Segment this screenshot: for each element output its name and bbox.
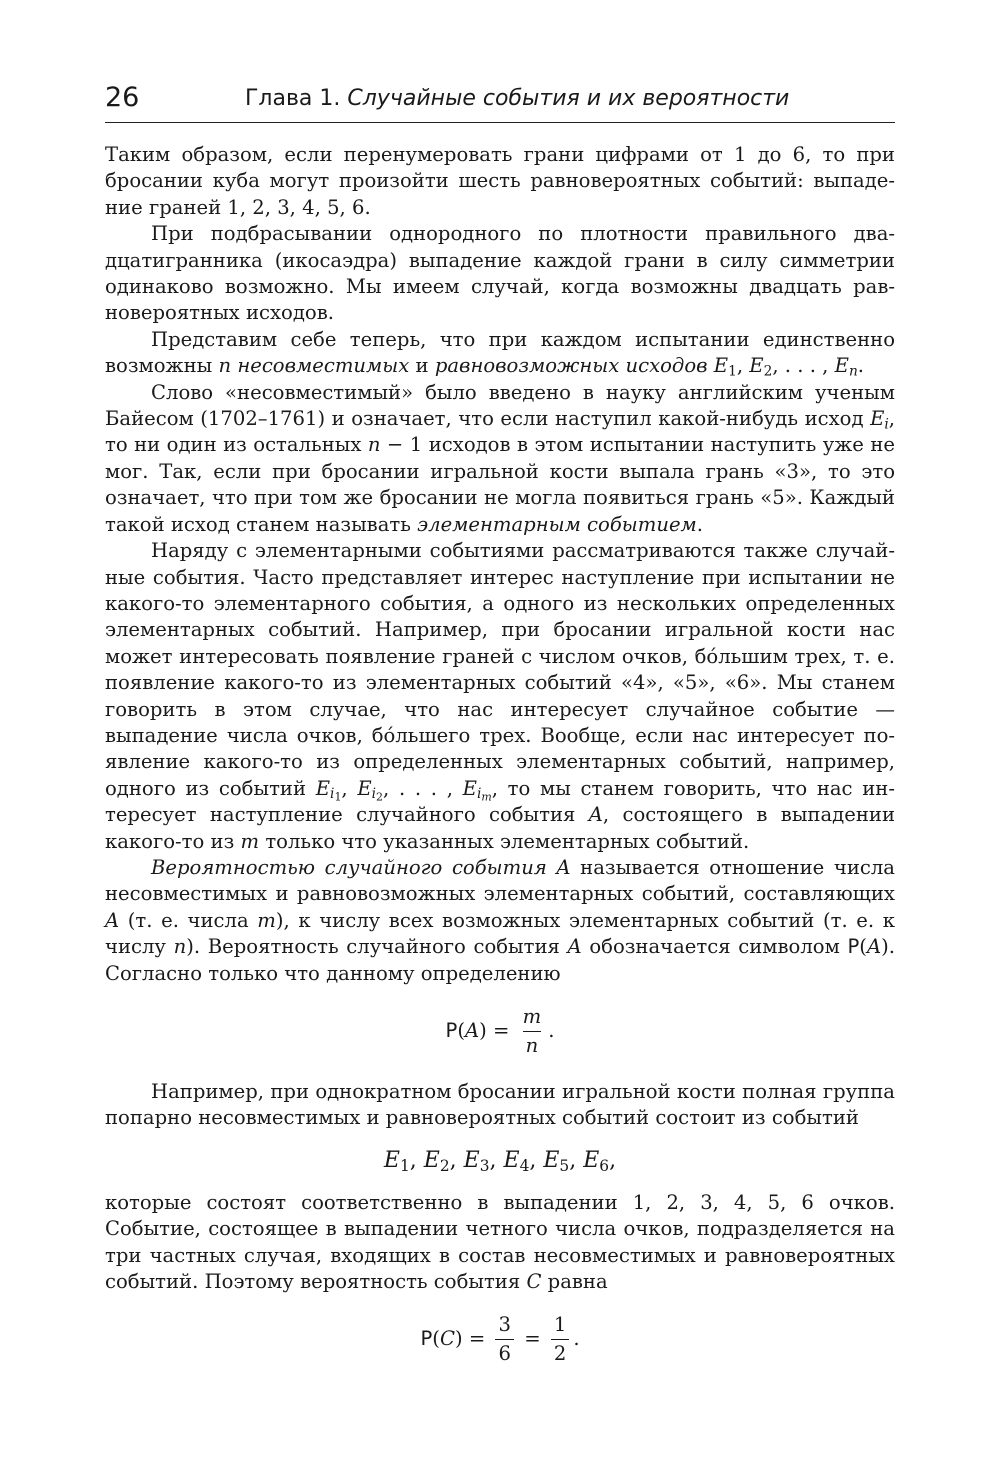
running-header (105, 82, 895, 123)
text: равна (541, 1270, 608, 1294)
math-event-list: $E_1$, $E_2$, . . . , $E_n$ (713, 354, 858, 380)
text: Представим себе теперь, что при каждом испытании единственно возможны (105, 327, 895, 378)
formula-event-list: $E_1$, $E_2$, $E_3$, $E_4$, $E_5$, $E_6$, (383, 1147, 617, 1175)
main-text (105, 142, 895, 1373)
paragraph-3 (105, 327, 895, 380)
math-n: n (173, 935, 187, 959)
text: обозначается символом (581, 935, 848, 959)
chapter-name: Случайные события и их вероятности (347, 86, 790, 111)
emphasis: равновозможных исходов (434, 354, 708, 378)
chapter-label: Глава 1. (245, 86, 341, 111)
emphasis-term: элементарным событием (417, 512, 697, 536)
paragraph-6 (105, 855, 895, 987)
text: Наряду с элементарными событиями рассматриваются также случайные события. Часто представляет интерес наступление при испытании не какого-то элементарного события, а одного из нескольких определенных элементарных событий. Например, при бросании игральной кости нас может интересовать появление граней с числом очков, бо́льшим трех, т. е. появление какого-то из элементарных событий «4», «5», «6». Мы станем говорить в этом случае, что нас интересует случайное событие — выпадение числа очков, бо́льшего трех. Вообще, если нас интересует появление какого-то из определенных элементарных событий, например, одного из событий (105, 539, 895, 800)
math-ei: $E_i$ (870, 407, 889, 433)
math-a: A (105, 908, 120, 932)
text: . (696, 512, 704, 536)
paragraph-2: При подбрасывании однородного по плотности правильного двадцатигранника (икосаэдра) выпадение каждой грани в силу симметрии одинаково возможно. Мы имеем случай, когда возможны двадцать равновероятных исходов. (105, 222, 895, 325)
math-minus-one: − 1 (380, 433, 423, 457)
text: называется отношение числа несовместимых и равновозможных элементарных событий, составляющих (105, 855, 895, 906)
text: ). Вероятность случайного события (186, 935, 568, 959)
math-m: m (257, 908, 276, 932)
paragraph-4 (105, 380, 895, 538)
text: которые состоят соответственно в выпадении 1, 2, 3, 4, 5, 6 очков. Событие, состоящее в выпадении четного числа очков, подразделяется на три частных случая, входящих в состав несовместимых и равновероятных событий. Поэтому вероятность события (105, 1190, 895, 1294)
text: исходов в этом испытании наступить уже не мог. Так, если при бросании игральной кости выпала грань «3», то это означает, что при том же бросании не могла появиться грань «5». Каждый такой исход станем называть (105, 433, 896, 536)
emphasis: несовместимых (237, 354, 410, 378)
math-event-list: $E_{i_1}$, $E_{i_2}$, . . . , $E_{i_m}$ (315, 776, 492, 804)
paragraph-8 (105, 1190, 895, 1296)
text: , состоящего в выпадении какого-то из (105, 803, 895, 853)
math-a: A (567, 935, 582, 959)
math-a: A (588, 803, 603, 827)
math-m: m (240, 829, 260, 853)
text: (т. е. числа (119, 908, 258, 932)
math-a: A (556, 855, 571, 879)
text: . Согласно только что данному определению (105, 935, 895, 985)
text: только что указанных элементарных событий. (259, 829, 750, 853)
event-symbol: $E_5$ (543, 1147, 570, 1175)
math-c: C (526, 1270, 542, 1294)
text: . (857, 354, 865, 378)
event-symbol: $E_4$ (503, 1147, 530, 1175)
chapter-title (245, 86, 789, 111)
paragraph-1: Таким образом, если перенумеровать грани цифрами от 1 до 6, то при бросании куба могут произойти шесть равновероятных событий: выпадение граней 1, 2, 3, 4, 5, 6. (105, 143, 895, 219)
event-symbol: $E_2$ (423, 1147, 450, 1175)
event-symbol: $E_1$ (383, 1147, 410, 1175)
formula-probability-definition: P(A) = $\frac{m}{n}$ . (105, 997, 895, 1065)
paragraph-7: Например, при однократном бросании игральной кости полная группа попарно несовместимых и равновероятных событий состоит из событий (105, 1080, 895, 1130)
emphasis-term: Вероятностью случайного события (151, 855, 547, 879)
event-symbol: $E_6$ (583, 1147, 610, 1175)
math-n: n (367, 433, 381, 457)
text: , то мы станем говорить, что нас интересует наступление случайного события (105, 776, 895, 827)
text: Слово «несовместимый» было введено в науку английским ученым Байесом (1702–1761) и означает, что если наступил какой-нибудь исход (105, 380, 895, 431)
math-n: n (218, 354, 232, 378)
paragraph-5 (105, 538, 895, 855)
formula-probability-c: P(C) = $\frac{3}{6}$ = $\frac{1}{2}$ . (105, 1305, 895, 1373)
page-number: 26 (105, 82, 140, 113)
math-p-of-a: P(A) (847, 935, 889, 959)
text: , то ни один из остальных (105, 407, 895, 457)
event-symbol: $E_3$ (463, 1147, 490, 1175)
text: ), к числу всех возможных элементарных событий (т. е. к числу (105, 908, 895, 959)
text: и (409, 354, 435, 378)
